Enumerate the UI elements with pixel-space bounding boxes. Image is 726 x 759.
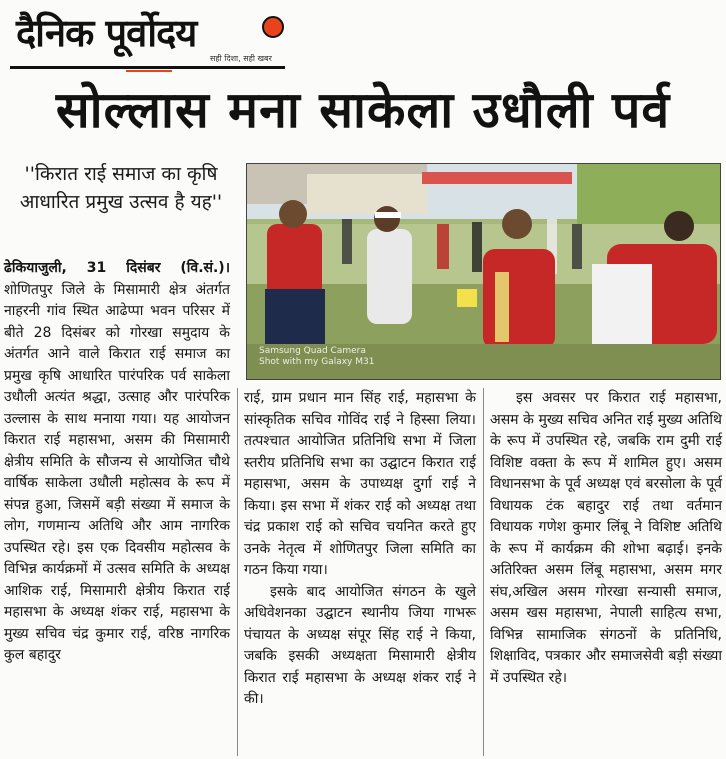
- column-divider: [483, 388, 484, 756]
- pull-quote: ''किरात राई समाज का कृषि आधारित प्रमुख उत्सव है यह'': [19, 163, 223, 213]
- camera-watermark: [259, 346, 374, 368]
- newspaper-title: दैनिक पूर्वोदय: [16, 10, 197, 55]
- article-column-2: [244, 388, 476, 711]
- masthead: [14, 6, 304, 66]
- newspaper-tagline: सही दिशा, सही खबर: [210, 54, 272, 63]
- column-3-paragraph-1: इस अवसर पर किरात राई महासभा, असम के मुख्य सचिव अनित राई मुख्य अतिथि के रूप में उपस्थित रहे, जबकि राम दुमी राई विशिष्ट वक्ता के रूप में शामिल हुए। असम विधानसभा के पूर्व अध्यक्ष एवं बरसोला के पूर्व विधायक टंक बहादुर राई तथा वर्तमान विधायक गणेश कुमार लिंबू ने विशिष्ट अतिथि के रूप में कार्यक्रम की शोभा बढ़ाई। इनके अतिरिक्त असम लिंबू महासभा, असम मगर संघ,अखिल असम गोरखा सन्यासी समाज, असम खस महासभा, नेपाली साहित्य सभा, विभिन्न सामाजिक संगठनों के प्रतिनिधि, शिक्षाविद, पत्रकार और समाजसेवी बड़ी संख्या में उपस्थित रहे।: [490, 390, 722, 686]
- watermark-line-1: Samsung Quad Camera: [259, 346, 366, 356]
- masthead-accent-stripe: [126, 70, 172, 72]
- column-2-paragraph-2: इसके बाद आयोजित संगठन के खुले अधिवेशनका उद्घाटन स्थानीय जिया गाभरू पंचायत के अध्यक्ष संपूर सिंह राई ने किया, जबकि इसकी अध्यक्षता मिसामारी क्षेत्रीय किरात राई महासभा के अध्यक्ष शंकर राई ने की।: [244, 583, 476, 707]
- column-1-text: शोणितपुर जिले के मिसामारी क्षेत्र अंतर्गत नाहरनी गांव स्थित आढेप्पा भवन परिसर में बीते 28 दिसंबर को गोरखा समुदाय के अंतर्गत आने वाले किरात राई समाज का प्रमुख कृषि आधारित पारंपरिक पर्व साकेला उधौली अत्यंत श्रद्धा, उत्साह और पारंपरिक उल्लास के साथ मनाया गया। यह आयोजन किरात राई महासभा, असम की मिसामारी क्षेत्रीय समिति के सौजन्य से आयोजित चौथे वार्षिक साकेला उधौली महोत्सव के रूप में संपन्न हुआ, जिसमें बड़ी संख्या में समाज के लोग, गणमान्य अतिथि और आम नागरिक उपस्थित रहे। इस एक दिवसीय महोत्सव के विभिन्न कार्यक्रमों में उत्सव समिति के अध्यक्ष आशिक राई, मिसामारी क्षेत्रीय किरात राई महासभा के अध्यक्ष शंकर राई, महासभा के मुख्य सचिव चंद्र कुमार राई, वरिष्ठ नागरिक कुल बहादुर: [4, 281, 230, 663]
- article-column-1: [4, 258, 230, 667]
- watermark-line-2: Shot with my Galaxy M31: [259, 357, 375, 367]
- article-headline: सोल्लास मना साकेला उधौली पर्व: [55, 80, 671, 139]
- article-column-3: [490, 388, 722, 689]
- festival-photo: [246, 163, 721, 380]
- column-divider: [237, 388, 238, 756]
- dateline: ढेकियाजुली, 31 दिसंबर (वि.सं.)।: [4, 260, 230, 276]
- masthead-rule: [10, 66, 285, 69]
- logo-sun-icon: [262, 16, 284, 38]
- column-2-paragraph-1: राई, ग्राम प्रधान मान सिंह राई, महासभा के सांस्कृतिक सचिव गोविंद राई ने हिस्सा लिया। तत्पश्चात आयोजित प्रतिनिधि सभा में जिला स्तरीय प्रतिनिधि सभा का उद्घाटन किरात राई महासभा, असम के उपाध्यक्ष दुर्गा राई ने किया। इस सभा में शंकर राई को अध्यक्ष तथा चंद्र प्रकाश राई को सचिव चयनित करते हुए उनके नेतृत्व में शोणितपुर जिला समिति का गठन किया गया।: [244, 390, 476, 578]
